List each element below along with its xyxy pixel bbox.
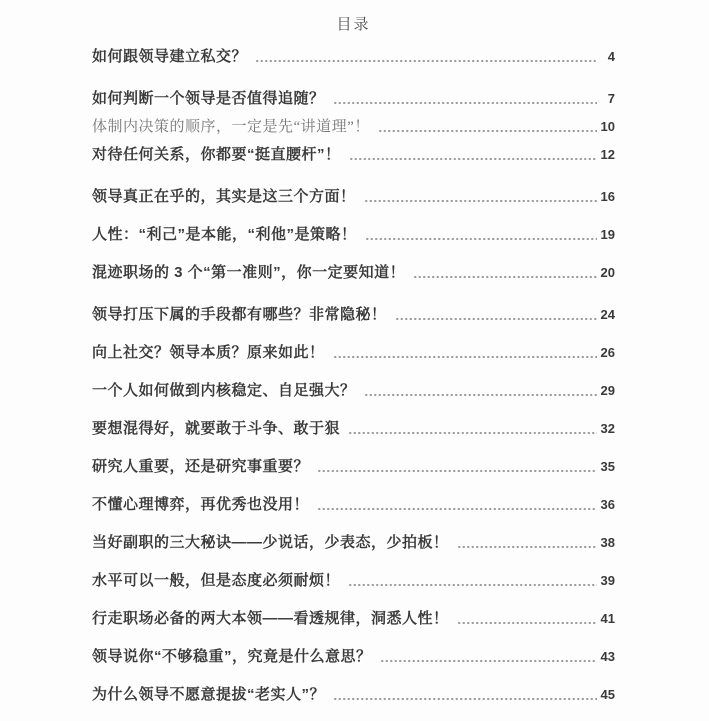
toc-entry[interactable] xyxy=(92,570,615,591)
toc-entry-page: 24 xyxy=(600,307,615,322)
toc-entry[interactable] xyxy=(92,144,615,165)
toc-entry[interactable] xyxy=(92,88,615,109)
dot-leader xyxy=(317,456,597,477)
toc-entry-page: 35 xyxy=(600,459,615,474)
toc-entry[interactable] xyxy=(92,456,615,477)
toc-entry[interactable] xyxy=(92,532,615,553)
toc-list xyxy=(92,46,615,705)
toc-entry[interactable] xyxy=(92,224,615,245)
toc-entry-title: 研究人重要，还是研究事重要？ xyxy=(92,458,310,475)
toc-entry-page: 4 xyxy=(607,49,615,64)
dot-leader xyxy=(378,116,597,137)
toc-entry-page: 26 xyxy=(600,345,615,360)
toc-entry-title: 对待任何关系，你都要“挺直腰杆”！ xyxy=(92,146,341,163)
toc-entry[interactable] xyxy=(92,304,615,325)
toc-entry-page: 32 xyxy=(600,421,615,436)
toc-entry-page: 43 xyxy=(600,649,615,664)
toc-entry-title: 为什么领导不愿意提拔“老实人”？ xyxy=(92,686,326,703)
toc-entry[interactable] xyxy=(92,380,615,401)
dot-leader xyxy=(364,186,597,207)
dot-leader xyxy=(395,304,597,325)
toc-entry[interactable] xyxy=(92,186,615,207)
dot-leader xyxy=(413,262,597,283)
toc-entry[interactable] xyxy=(92,684,615,705)
toc-entry[interactable] xyxy=(92,418,615,439)
toc-entry[interactable] xyxy=(92,646,615,667)
dot-leader xyxy=(333,88,597,109)
toc-entry-page: 38 xyxy=(600,535,615,550)
toc-entry-title: 人性：“利己”是本能，“利他”是策略！ xyxy=(92,226,357,243)
dot-leader xyxy=(365,224,597,245)
toc-entry-page: 45 xyxy=(600,687,615,702)
dot-leader xyxy=(255,46,597,67)
dot-leader xyxy=(364,380,597,401)
toc-entry-title: 体制内决策的顺序，一定是先“讲道理”！ xyxy=(92,119,370,135)
toc-entry-title: 混迹职场的 3 个“第一准则”，你一定要知道！ xyxy=(92,264,406,281)
toc-entry-title: 一个人如何做到内核稳定、自足强大？ xyxy=(92,382,356,399)
toc-entry-page: 10 xyxy=(600,119,615,134)
toc-entry-title: 领导打压下属的手段都有哪些？非常隐秘！ xyxy=(92,306,387,323)
toc-entry-page: 19 xyxy=(600,227,615,242)
toc-entry-title: 如何判断一个领导是否值得追随？ xyxy=(92,90,325,107)
toc-entry-title: 如何跟领导建立私交？ xyxy=(92,48,248,65)
toc-entry[interactable] xyxy=(92,46,615,67)
toc-entry-title: 领导说你“不够稳重”，究竟是什么意思？ xyxy=(92,648,372,665)
toc-entry-title: 水平可以一般，但是态度必须耐烦！ xyxy=(92,572,341,589)
toc-entry-page: 16 xyxy=(600,189,615,204)
toc-entry-page: 29 xyxy=(600,383,615,398)
dot-leader xyxy=(457,532,597,553)
toc-entry-page: 41 xyxy=(600,611,615,626)
dot-leader xyxy=(457,608,597,629)
toc-entry[interactable] xyxy=(92,116,615,137)
toc-entry-title: 领导真正在乎的，其实是这三个方面！ xyxy=(92,188,356,205)
toc-entry-title: 不懂心理博弈，再优秀也没用！ xyxy=(92,496,310,513)
dot-leader xyxy=(348,570,597,591)
toc-entry-title: 当好副职的三大秘诀——少说话，少表态，少拍板！ xyxy=(92,534,449,551)
dot-leader xyxy=(348,418,597,439)
dot-leader xyxy=(349,144,597,165)
toc-entry-page: 36 xyxy=(600,497,615,512)
toc-entry-title: 向上社交？领导本质？原来如此！ xyxy=(92,344,325,361)
dot-leader xyxy=(317,494,597,515)
toc-entry[interactable] xyxy=(92,608,615,629)
toc-entry-title: 行走职场必备的两大本领——看透规律，洞悉人性！ xyxy=(92,610,449,627)
toc-entry-page: 12 xyxy=(600,147,615,162)
toc-entry[interactable] xyxy=(92,262,615,283)
toc-entry-page: 39 xyxy=(600,573,615,588)
dot-leader xyxy=(380,646,597,667)
toc-entry[interactable] xyxy=(92,342,615,363)
dot-leader xyxy=(333,684,597,705)
toc-entry-page: 20 xyxy=(600,265,615,280)
dot-leader xyxy=(333,342,597,363)
toc-entry-page: 7 xyxy=(607,91,615,106)
toc-title: 目录 xyxy=(336,17,371,33)
toc-entry-title: 要想混得好，就要敢于斗争、敢于狠 xyxy=(92,420,341,437)
toc-entry[interactable] xyxy=(92,494,615,515)
